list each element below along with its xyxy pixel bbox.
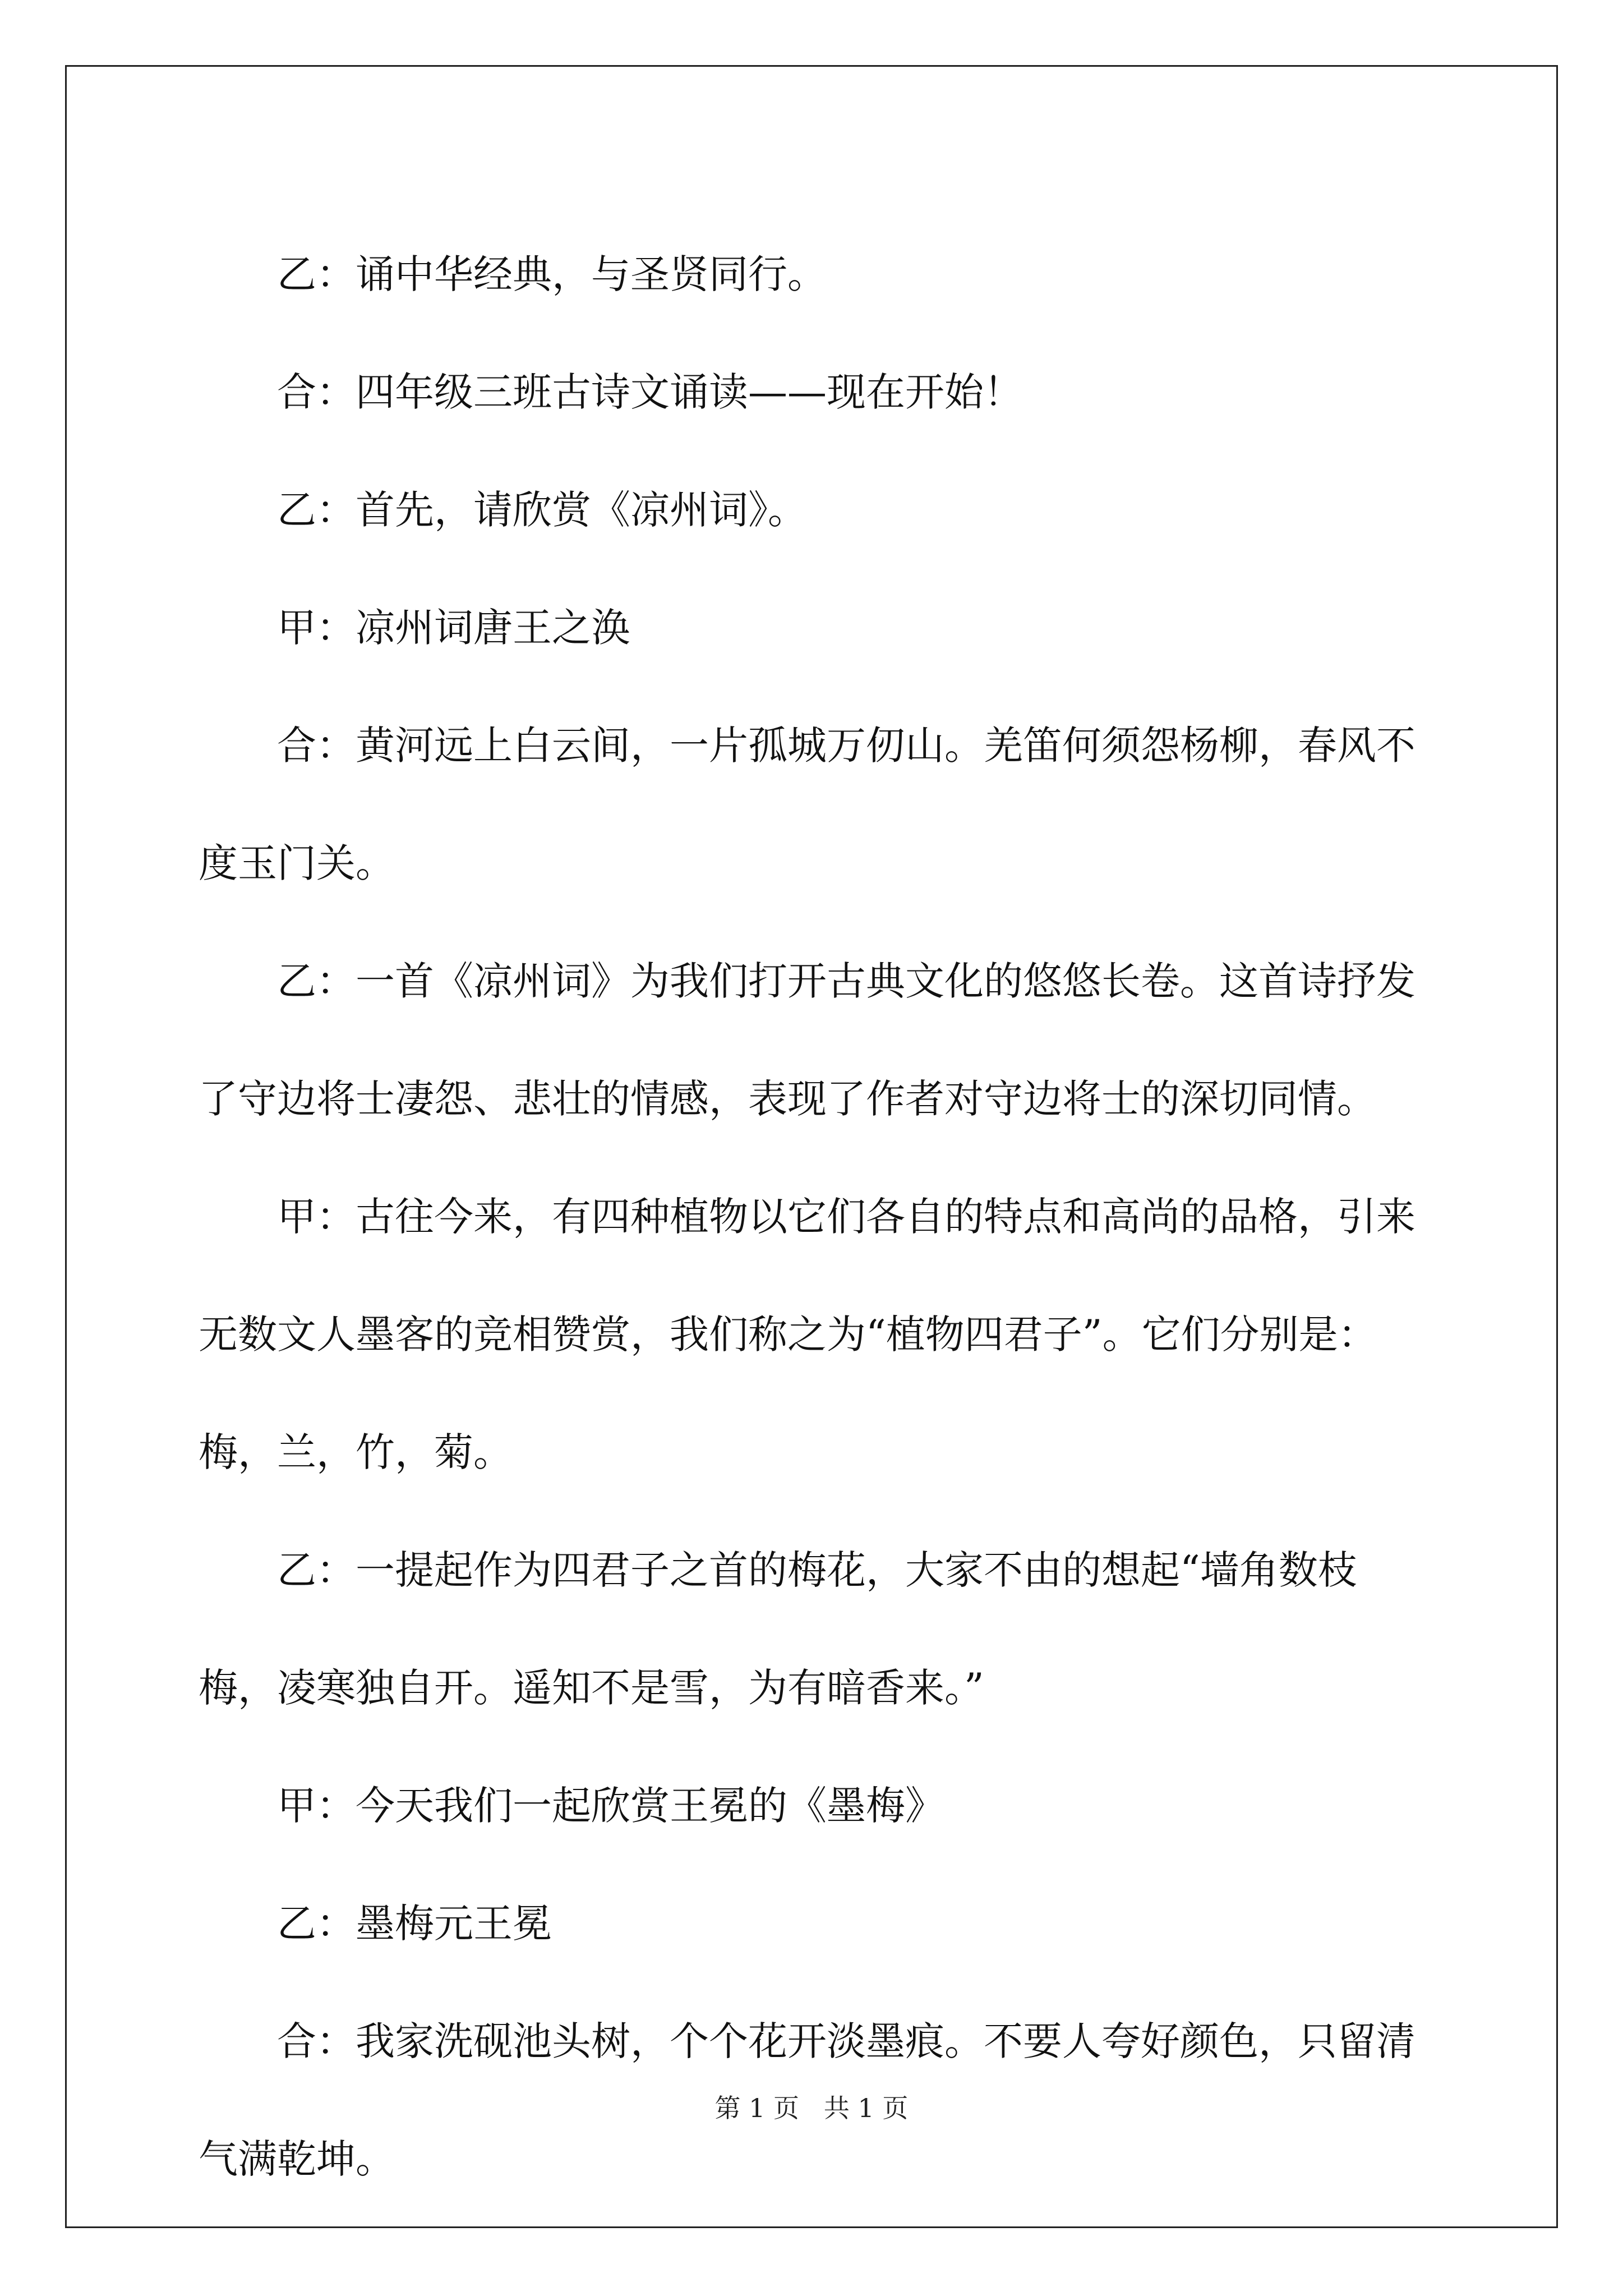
paragraph: 合：四年级三班古诗文诵读——现在开始！ — [277, 369, 1023, 415]
paragraph: 乙：首先，请欣赏《凉州词》。 — [277, 487, 807, 533]
paragraph: 甲：凉州词唐王之涣 — [277, 605, 630, 651]
paragraph: 合：我家洗砚池头树，个个花开淡墨痕。不要人夸好颜色，只留清气满乾坤。 — [199, 2018, 1415, 2182]
paragraph: 合：黄河远上白云间，一片孤城万仞山。羌笛何须怨杨柳，春风不度玉门关。 — [199, 723, 1415, 886]
page-number-footer: 第 1 页 共 1 页 — [714, 2093, 909, 2123]
paragraph: 乙：诵中华经典，与圣贤同行。 — [277, 251, 827, 297]
paragraph: 甲：古往今来，有四种植物以它们各自的特点和高尚的品格，引来无数文人墨客的竞相赞赏，我们称之为“植物四君子”。它们分别是：梅，兰，竹，菊。 — [199, 1194, 1415, 1475]
paragraph: 乙：一首《凉州词》为我们打开古典文化的悠悠长卷。这首诗抒发了守边将士凄怨、悲壮的情感，表现了作者对守边将士的深切同情。 — [199, 958, 1415, 1122]
document-body — [199, 215, 1427, 2218]
paragraph: 乙：墨梅元王冕 — [277, 1901, 552, 1947]
paragraph: 甲：今天我们一起欣赏王冕的《墨梅》 — [277, 1783, 944, 1829]
paragraph: 乙：一提起作为四君子之首的梅花，大家不由的想起“墙角数枝梅，凌寒独自开。遥知不是雪，为有暗香来。” — [199, 1547, 1357, 1711]
